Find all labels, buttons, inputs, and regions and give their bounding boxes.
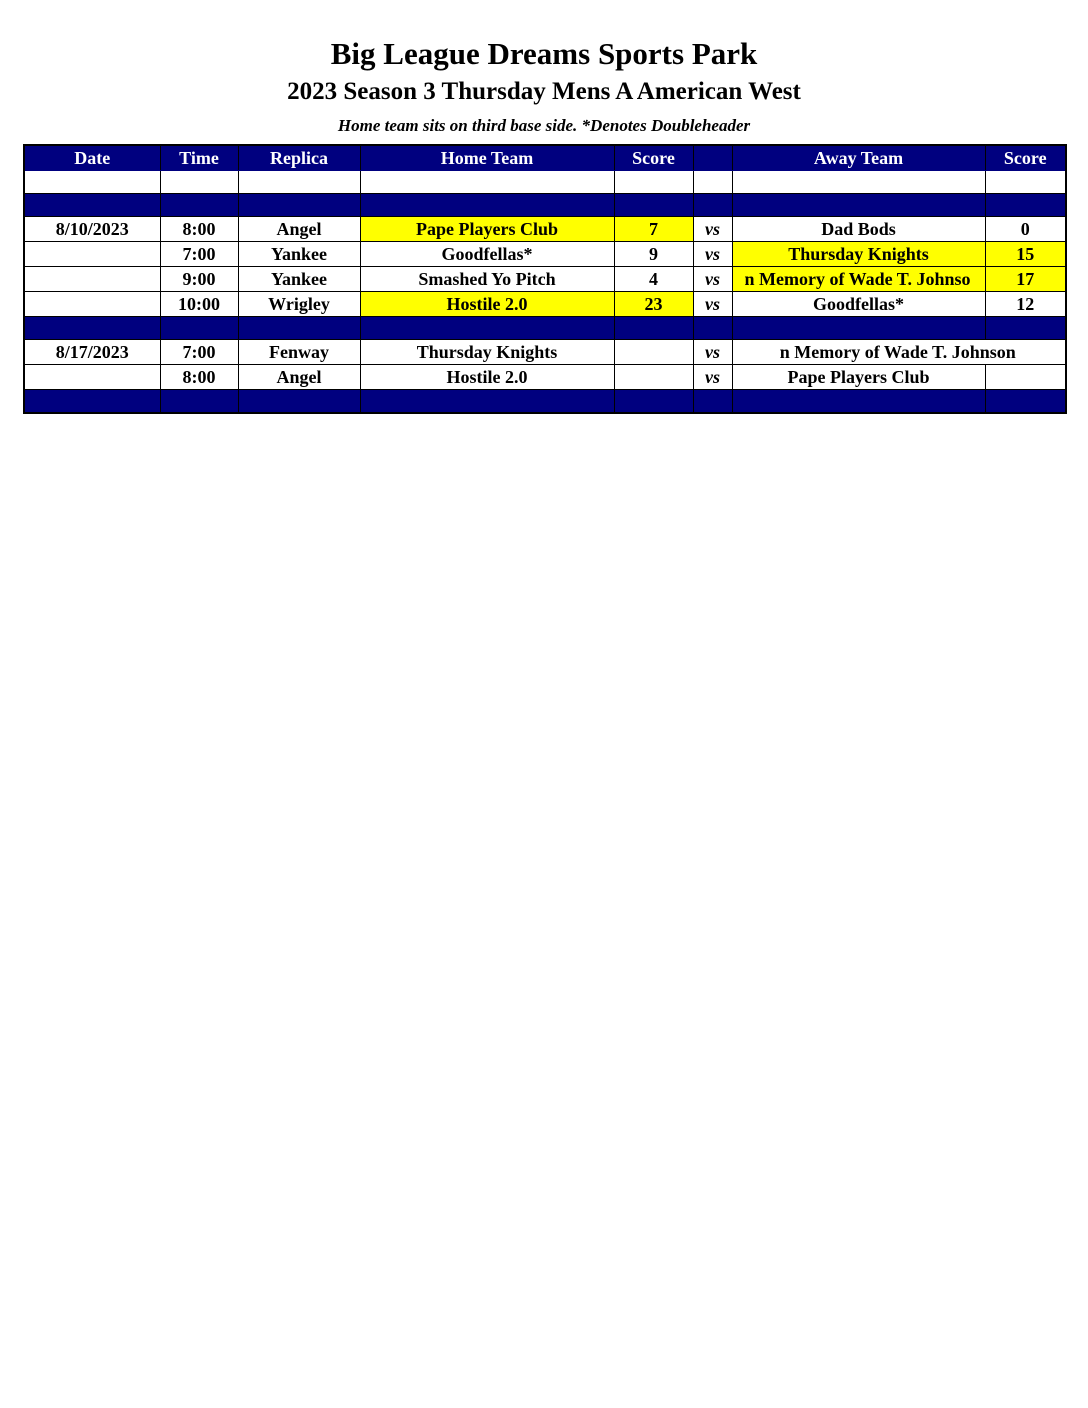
home-score	[614, 340, 693, 365]
game-time: 7:00	[160, 340, 238, 365]
home-score: 9	[614, 242, 693, 267]
vs-label: vs	[693, 217, 732, 242]
col-time-header: Time	[160, 145, 238, 171]
table-row	[24, 365, 1066, 390]
game-replica: Angel	[238, 217, 360, 242]
divider-band	[24, 390, 1066, 414]
game-date: 8/10/2023	[24, 217, 160, 242]
game-date: 8/17/2023	[24, 340, 160, 365]
away-team-text: n Memory of Wade T. Johnso	[744, 268, 971, 289]
game-date	[24, 242, 160, 267]
table-row	[24, 267, 1066, 292]
home-team: Goodfellas*	[360, 242, 614, 267]
away-team	[732, 267, 985, 292]
game-replica: Yankee	[238, 242, 360, 267]
header-row	[24, 145, 1066, 171]
away-score: 0	[985, 217, 1066, 242]
home-score: 7	[614, 217, 693, 242]
away-score: 15	[985, 242, 1066, 267]
home-team: Hostile 2.0	[360, 292, 614, 317]
col-date-header: Date	[24, 145, 160, 171]
home-team: Hostile 2.0	[360, 365, 614, 390]
vs-label: vs	[693, 292, 732, 317]
game-time: 10:00	[160, 292, 238, 317]
league-title: 2023 Season 3 Thursday Mens A American West	[287, 78, 801, 105]
table-row	[24, 242, 1066, 267]
game-time: 8:00	[160, 217, 238, 242]
vs-label: vs	[693, 242, 732, 267]
away-score: 12	[985, 292, 1066, 317]
col-vs-header	[693, 145, 732, 171]
away-score	[985, 365, 1066, 390]
table-row	[24, 217, 1066, 242]
game-replica: Yankee	[238, 267, 360, 292]
game-replica: Wrigley	[238, 292, 360, 317]
divider-band	[24, 194, 1066, 217]
home-score	[614, 365, 693, 390]
game-time: 7:00	[160, 242, 238, 267]
col-home-team-header: Home Team	[360, 145, 614, 171]
schedule-note: Home team sits on third base side. *Denotes Doubleheader	[337, 116, 751, 135]
game-replica: Angel	[238, 365, 360, 390]
game-date	[24, 267, 160, 292]
game-replica: Fenway	[238, 340, 360, 365]
home-team: Thursday Knights	[360, 340, 614, 365]
game-date	[24, 292, 160, 317]
table-row	[24, 292, 1066, 317]
vs-label: vs	[693, 340, 732, 365]
divider-band	[24, 317, 1066, 340]
park-title: Big League Dreams Sports Park	[330, 36, 758, 71]
home-team: Smashed Yo Pitch	[360, 267, 614, 292]
table-row	[24, 340, 1066, 365]
game-time: 9:00	[160, 267, 238, 292]
away-team: Goodfellas*	[732, 292, 985, 317]
game-time: 8:00	[160, 365, 238, 390]
col-replica-header: Replica	[238, 145, 360, 171]
col-away-score-header: Score	[985, 145, 1066, 171]
away-team: Thursday Knights	[732, 242, 985, 267]
spacer-row	[24, 171, 1066, 194]
away-team-text: n Memory of Wade T. Johnson	[779, 341, 1016, 362]
away-team	[732, 340, 1066, 365]
away-team: Dad Bods	[732, 217, 985, 242]
vs-label: vs	[693, 267, 732, 292]
col-away-team-header: Away Team	[732, 145, 985, 171]
away-score: 17	[985, 267, 1066, 292]
game-date	[24, 365, 160, 390]
schedule-table	[23, 144, 1067, 414]
home-score: 4	[614, 267, 693, 292]
vs-label: vs	[693, 365, 732, 390]
away-team: Pape Players Club	[732, 365, 985, 390]
col-home-score-header: Score	[614, 145, 693, 171]
home-team: Pape Players Club	[360, 217, 614, 242]
home-score: 23	[614, 292, 693, 317]
